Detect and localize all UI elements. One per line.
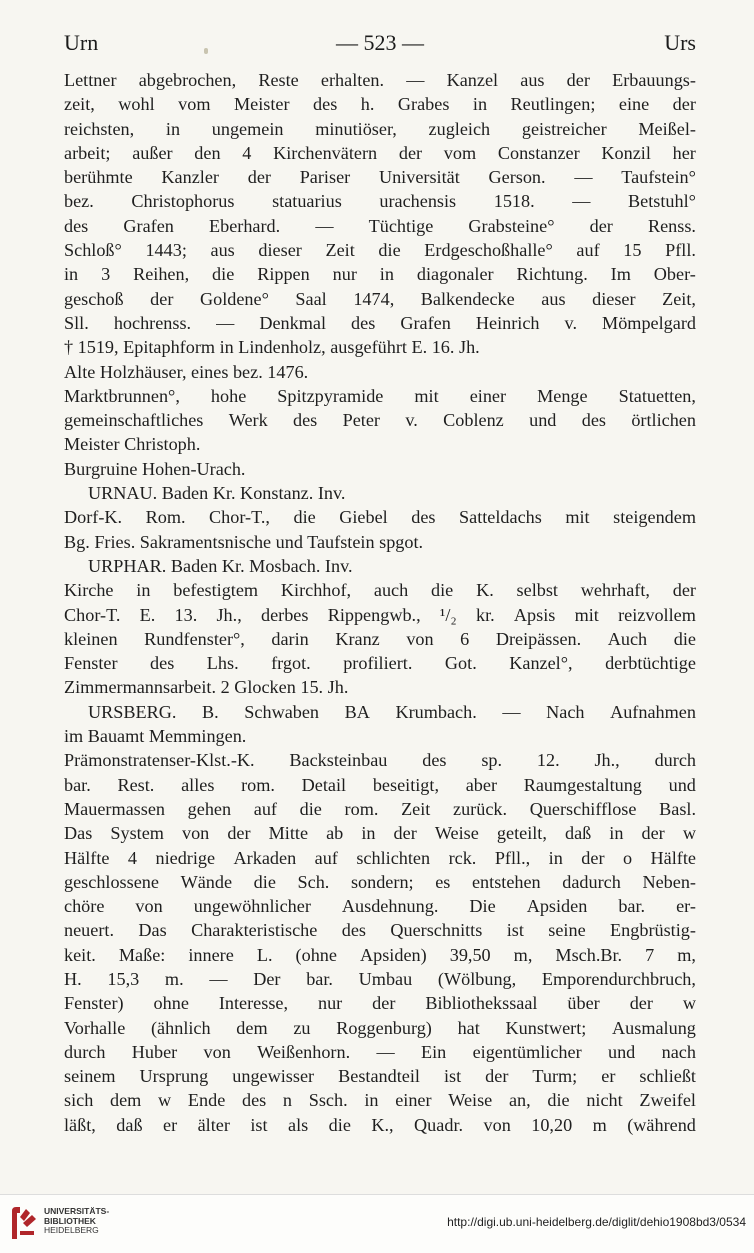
digitization-footer — [0, 1194, 754, 1253]
text-line: bar. Rest. alles rom. Detail beseitigt, aber Raumgestaltung und — [64, 774, 696, 795]
text-line: URPHAR. Baden Kr. Mosbach. Inv. — [88, 555, 353, 576]
text-line: Schloß° 1443; aus dieser Zeit die Erdgeschoßhalle° auf 15 Pfll. — [64, 240, 696, 261]
text-line: in 3 Reihen, die Rippen nur in diagonaler Richtung. Im Ober- — [64, 264, 696, 285]
library-name-line: BIBLIOTHEK — [44, 1215, 96, 1226]
text-line: Fenster) ohne Interesse, nur der Bibliothekssaal über der w — [64, 993, 696, 1014]
body-text — [64, 68, 696, 1137]
text-line: keit. Maße: innere L. (ohne Apsiden) 39,50 m, Msch.Br. 7 m, — [64, 944, 696, 965]
library-name — [44, 1207, 109, 1236]
text-line: Prämonstratenser-Klst.-K. Backsteinbau des sp. 12. Jh., durch — [64, 750, 696, 771]
text-line: berühmte Kanzler der Pariser Universität Gerson. — Taufstein° — [64, 167, 696, 188]
source-url-link[interactable]: http://digi.ub.uni-heidelberg.de/diglit/dehio1908bd3/0534 — [447, 1215, 746, 1229]
header-right-keyword: Urs — [664, 30, 696, 55]
text-line: durch Huber von Weißenhorn. — Ein eigentümlicher und nach — [64, 1041, 696, 1062]
text-line: Zimmermannsarbeit. 2 Glocken 15. Jh. — [64, 677, 349, 698]
text-line: Kirche in befestigtem Kirchhof, auch die K. selbst wehrhaft, der — [64, 580, 696, 601]
library-name-line: HEIDELBERG — [44, 1225, 99, 1235]
text-line: Vorhalle (ähnlich dem zu Roggenburg) hat Kunstwert; Ausmalung — [64, 1017, 696, 1038]
text-line: H. 15,3 m. — Der bar. Umbau (Wölbung, Emporendurchbruch, — [64, 968, 696, 989]
running-header — [64, 22, 696, 58]
text-line: Das System von der Mitte ab in der Weise geteilt, daß in der w — [64, 823, 696, 844]
text-line: Bg. Fries. Sakramentsnische und Taufstein spgot. — [64, 531, 424, 552]
text-line: geschlossene Wände die Sch. sondern; es entstehen dadurch Neben- — [64, 871, 696, 892]
text-line: Sll. hochrenss. — Denkmal des Grafen Heinrich v. Mömpelgard — [64, 312, 696, 333]
text-line: Meister Christoph. — [64, 434, 201, 455]
text-line: Mauermassen gehen auf die rom. Zeit zurück. Querschifflose Basl. — [64, 798, 696, 819]
text-line: arbeit; außer den 4 Kirchenvätern der vom Constanzer Konzil her — [64, 142, 696, 163]
text-line: im Bauamt Memmingen. — [64, 726, 247, 747]
text-line: Fenster des Lhs. frgot. profiliert. Got. Kanzel°, derbtüchtige — [64, 653, 696, 674]
text-line: Burgruine Hohen-Urach. — [64, 458, 246, 479]
text-line: URSBERG. B. Schwaben BA Krumbach. — Nach Aufnahmen — [88, 701, 696, 722]
text-line: Marktbrunnen°, hohe Spitzpyramide mit einer Menge Statuetten, — [64, 385, 696, 406]
library-logo-icon — [8, 1205, 40, 1241]
text-line: Hälfte 4 niedrige Arkaden auf schlichten rck. Pfll., in der o Hälfte — [64, 847, 696, 868]
text-line: Dorf-K. Rom. Chor-T., die Giebel des Satteldachs mit steigendem — [64, 507, 696, 528]
header-left-keyword: Urn — [64, 30, 99, 55]
text-line: geschoß der Goldene° Saal 1474, Balkendecke aus dieser Zeit, — [64, 288, 696, 309]
page-number: — 523 — — [336, 30, 424, 55]
text-line: Lettner abgebrochen, Reste erhalten. — Kanzel aus der Erbauungs- — [64, 70, 696, 90]
text-line: kleinen Rundfenster°, darin Kranz von 6 Dreipässen. Auch die — [64, 628, 696, 649]
text-line: neuert. Das Charakteristische des Querschnitts ist seine Engbrüstig- — [64, 920, 696, 941]
text-line: chöre von ungewöhnlicher Ausdehnung. Die Apsiden bar. er- — [64, 896, 696, 917]
text-line: reichsten, in ungemein minutiöser, zugleich geistreicher Meißel- — [64, 118, 696, 139]
text-line: zeit, wohl vom Meister des h. Grabes in Reutlingen; eine der — [64, 94, 696, 115]
text-line: † 1519, Epitaphform in Lindenholz, ausgeführt E. 16. Jh. — [64, 337, 480, 358]
library-name-line: UNIVERSITÄTS- — [44, 1206, 110, 1216]
text-line: des Grafen Eberhard. — Tüchtige Grabsteine° der Renss. — [64, 215, 696, 236]
text-line: Alte Holzhäuser, eines bez. 1476. — [64, 361, 309, 382]
text-line: gemeinschaftliches Werk des Peter v. Coblenz und des örtlichen — [64, 410, 696, 431]
ink-speck — [204, 48, 208, 54]
text-line: bez. Christophorus statuarius urachensis 1518. — Betstuhl° — [64, 191, 696, 212]
text-line: sich dem w Ende des n Ssch. in einer Weise an, die nicht Zweifel — [64, 1090, 696, 1111]
text-line: URNAU. Baden Kr. Konstanz. Inv. — [88, 483, 346, 504]
text-line: läßt, daß er älter ist als die K., Quadr. von 10,20 m (während — [64, 1114, 696, 1135]
text-line: Chor-T. E. 13. Jh., derbes Rippengwb., ¹/₂ kr. Apsis mit reizvollem — [64, 604, 696, 625]
text-line: seinem Ursprung ungewisser Bestandteil ist der Turm; er schließt — [64, 1066, 696, 1087]
